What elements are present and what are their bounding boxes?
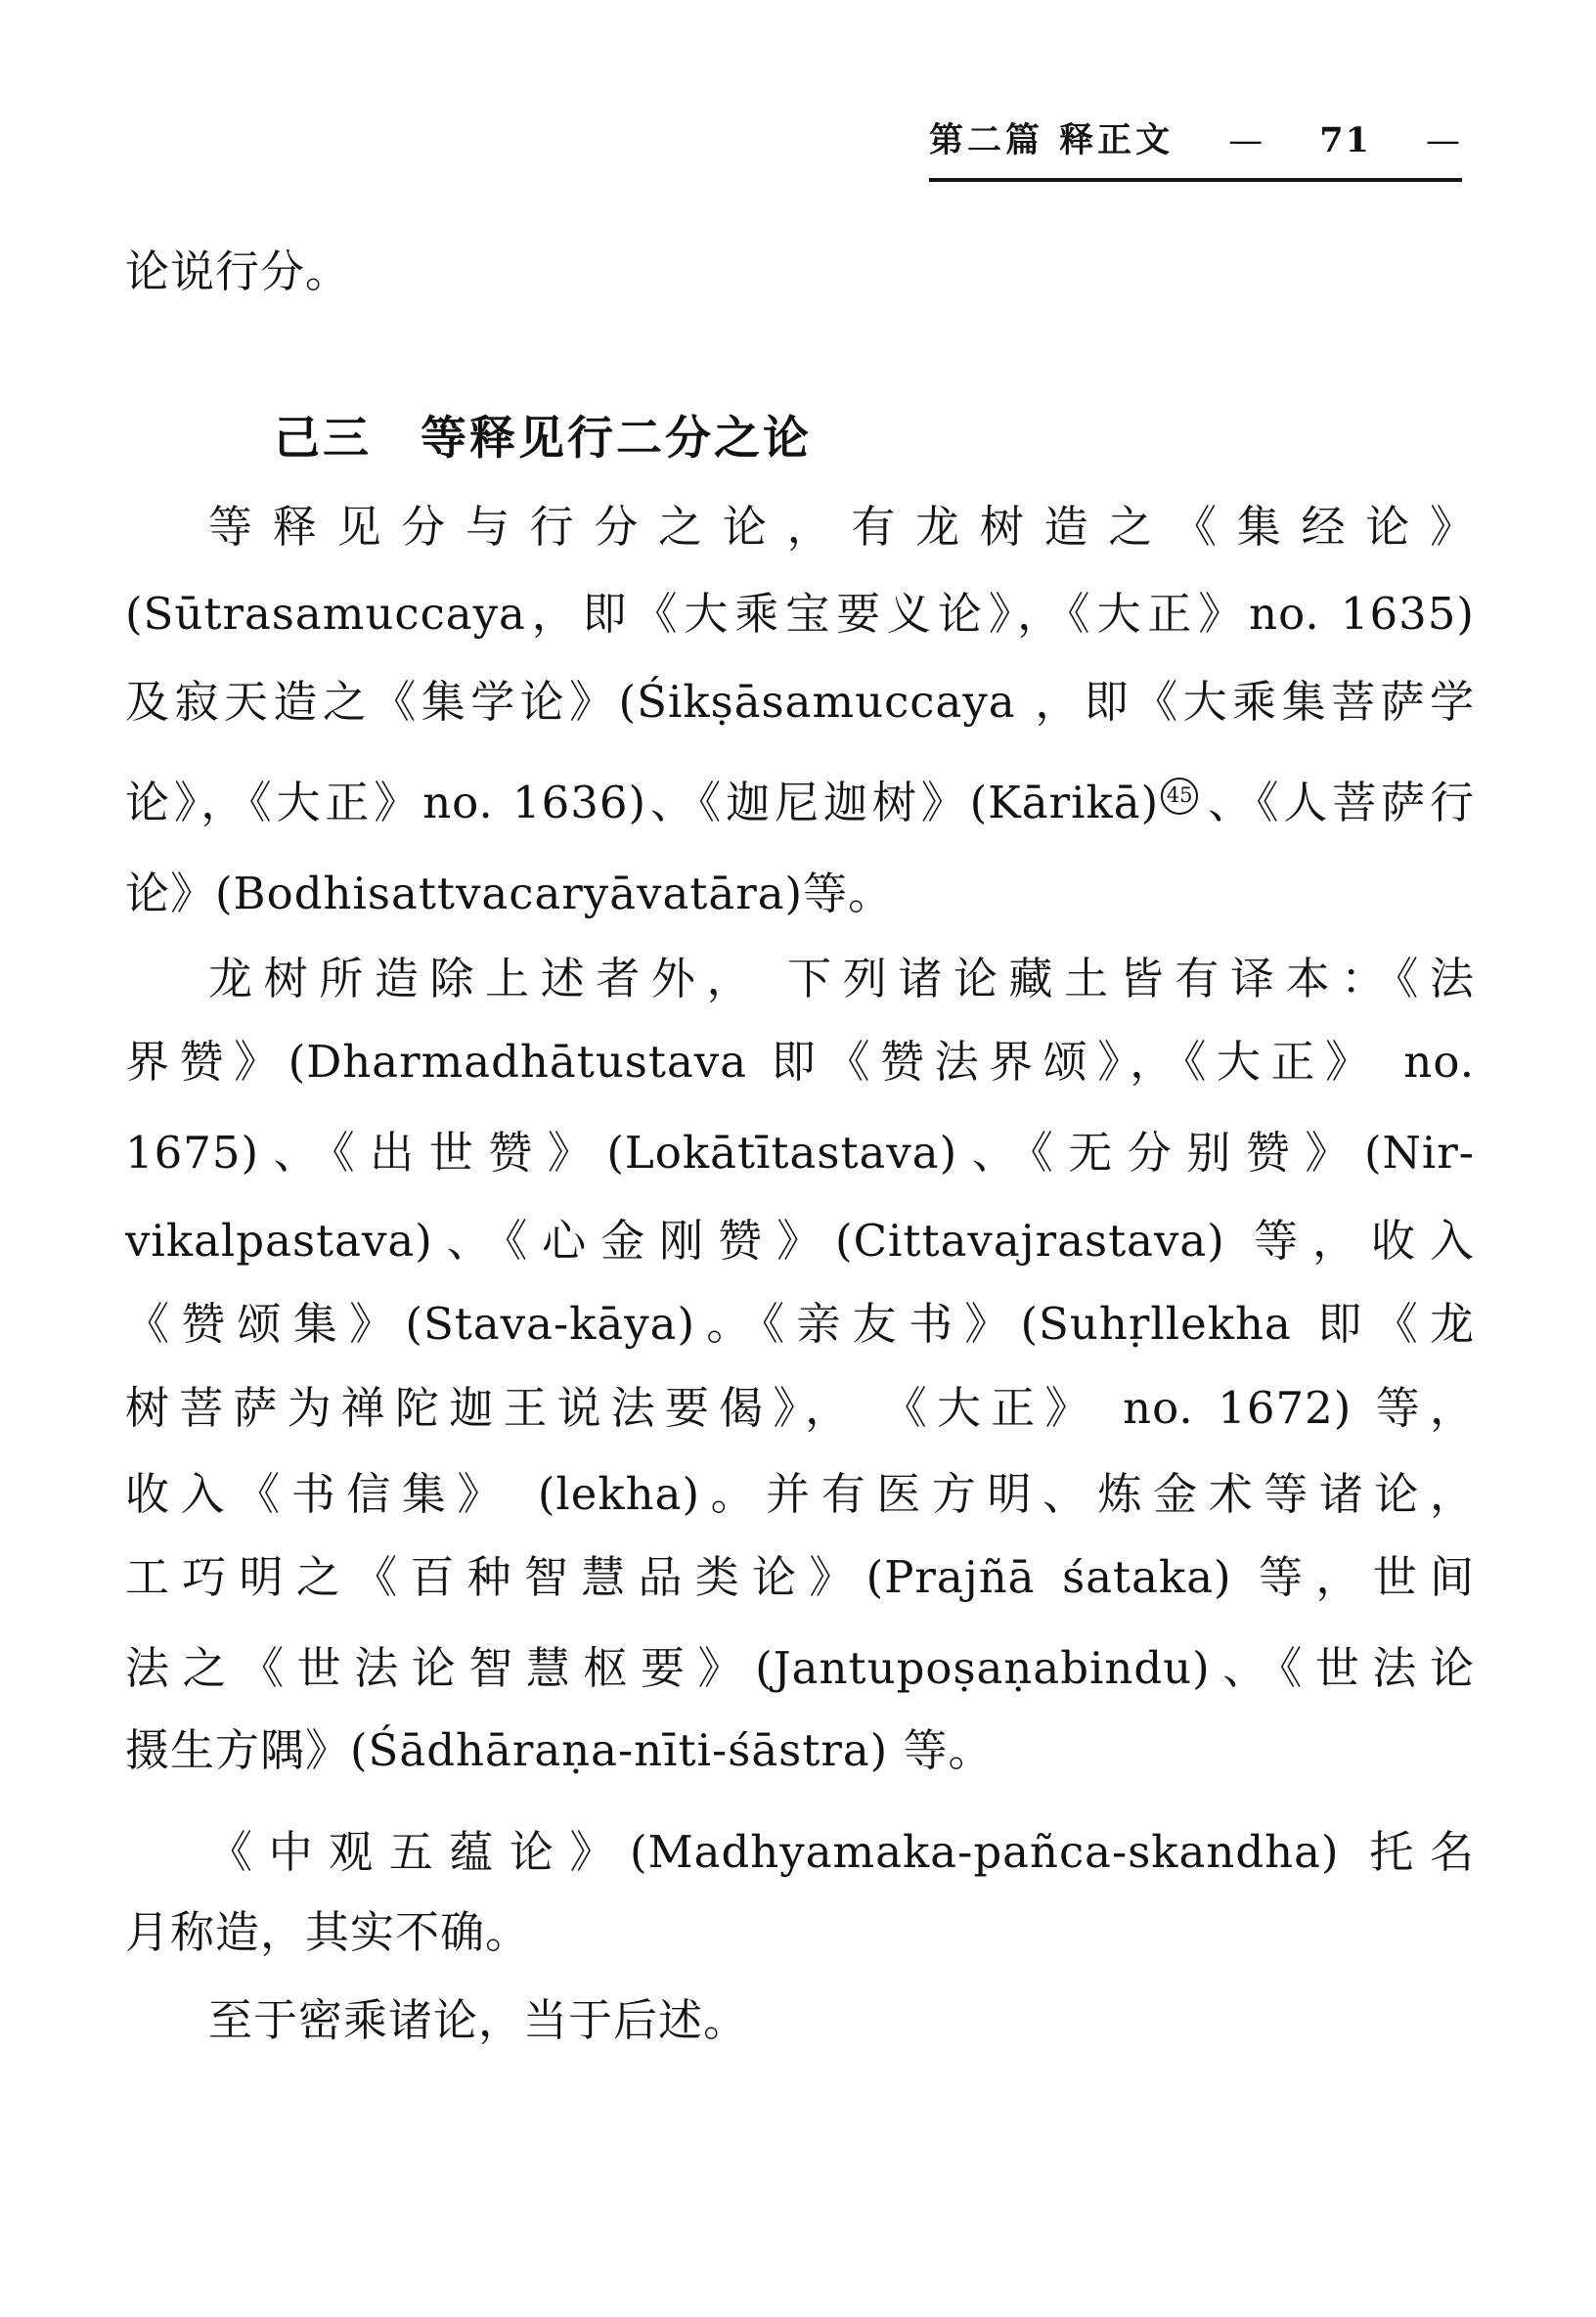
body-line-17: 《中观五蕴论》(Madhyamaka-pañca-skandha) 托名 xyxy=(208,1826,1475,1878)
body-line-10: vikalpastava)、《心金刚赞》(Cittavajrastava) 等，收入 xyxy=(125,1215,1475,1267)
body-line-11: 《赞颂集》(Stava-kāya)。《亲友书》(Suhṛllekha 即《龙 xyxy=(125,1298,1475,1350)
footnote-marker-45: 45 xyxy=(1161,778,1198,815)
body-line-14: 工巧明之《百种智慧品类论》(Prajñā śataka) 等，世间 xyxy=(125,1551,1475,1603)
body-line-8: 界赞》(Dharmadhātustava 即《赞法界颂》，《大正》 no. xyxy=(125,1036,1475,1088)
header-dash-right: — xyxy=(1426,121,1462,160)
body-line-2: 等释见分与行分之论，有龙树造之《集经论》 xyxy=(208,501,1475,553)
line-5-pre: 论》，《大正》no. 1636)、《迦尼迦树》(Kārikā) xyxy=(125,777,1160,828)
body-line-9: 1675)、《出世赞》(Lokātītastava)、《无分别赞》(Nir- xyxy=(125,1127,1475,1179)
body-line-7: 龙树所造除上述者外， 下列诸论藏土皆有译本：《法 xyxy=(208,953,1475,1004)
body-line-3: (Sūtrasamuccaya，即《大乘宝要义论》，《大正》no. 1635) xyxy=(125,588,1475,640)
section-heading: 己三 等释见行二分之论 xyxy=(274,412,812,466)
body-line-16: 摄生方隅》(Śādhāraṇa-nīti-śāstra) 等。 xyxy=(125,1724,994,1776)
body-line-6: 论》(Bodhisattvacaryāvatāra)等。 xyxy=(125,868,894,919)
running-header xyxy=(929,113,1462,182)
body-line-1: 论说行分。 xyxy=(125,245,351,297)
body-line-13: 收入《书信集》 (lekha)。并有医方明、炼金术等诸论， xyxy=(125,1468,1475,1520)
body-line-12: 树菩萨为禅陀迦王说法要偈》， 《大正》 no. 1672) 等， xyxy=(125,1382,1475,1434)
body-line-19: 至于密乘诸论，当于后述。 xyxy=(208,1994,749,2046)
header-page-number: 71 xyxy=(1319,120,1371,160)
body-line-15: 法之《世法论智慧枢要》(Jantupoṣaṇabindu)、《世法论 xyxy=(125,1642,1475,1694)
body-line-4: 及寂天造之《集学论》(Śikṣāsamuccaya ，即《大乘集菩萨学 xyxy=(125,676,1475,728)
header-section-title: 第二篇 释正文 xyxy=(929,120,1175,160)
line-5-post: 、《人菩萨行 xyxy=(1204,777,1475,828)
body-line-18: 月称造，其实不确。 xyxy=(125,1906,531,1958)
header-dash-left: — xyxy=(1228,121,1265,160)
body-line-5 xyxy=(125,778,1475,828)
